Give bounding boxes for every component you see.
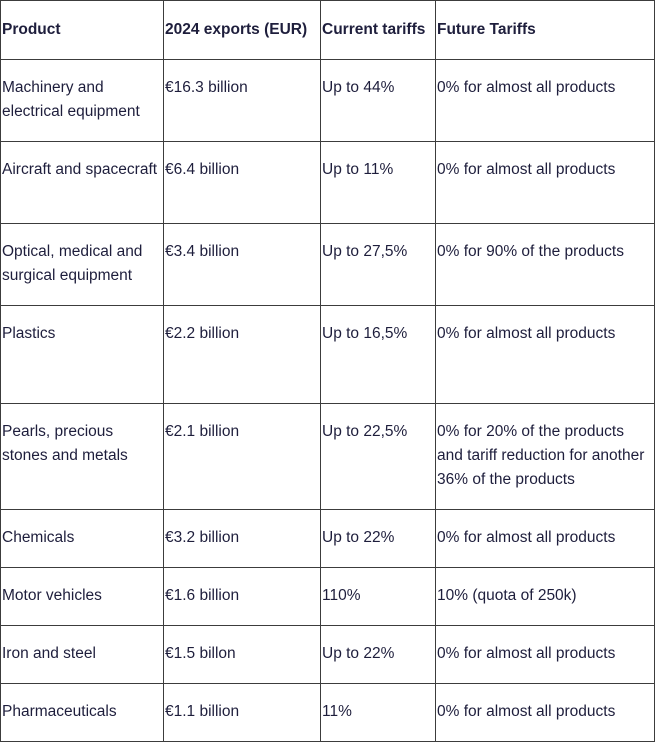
cell-exports: €16.3 billion bbox=[164, 60, 321, 142]
header-product: Product bbox=[1, 1, 164, 60]
table-row bbox=[1, 60, 655, 142]
cell-current-tariff: Up to 22,5% bbox=[321, 404, 436, 510]
cell-product: Iron and steel bbox=[1, 626, 164, 684]
cell-product: Motor vehicles bbox=[1, 568, 164, 626]
cell-future-tariff: 0% for 90% of the products bbox=[436, 224, 655, 306]
table-body bbox=[1, 60, 655, 742]
cell-exports: €6.4 billion bbox=[164, 142, 321, 224]
cell-product: Plastics bbox=[1, 306, 164, 404]
cell-exports: €3.2 billion bbox=[164, 510, 321, 568]
cell-current-tariff: Up to 22% bbox=[321, 510, 436, 568]
cell-future-tariff: 0% for almost all products bbox=[436, 60, 655, 142]
cell-exports: €2.2 billion bbox=[164, 306, 321, 404]
cell-future-tariff: 10% (quota of 250k) bbox=[436, 568, 655, 626]
header-future-tariffs: Future Tariffs bbox=[436, 1, 655, 60]
table-row bbox=[1, 404, 655, 510]
table-row bbox=[1, 626, 655, 684]
cell-exports: €1.6 billion bbox=[164, 568, 321, 626]
table-row bbox=[1, 224, 655, 306]
cell-current-tariff: Up to 11% bbox=[321, 142, 436, 224]
table-row bbox=[1, 142, 655, 224]
cell-future-tariff: 0% for 20% of the products and tariff reduction for another 36% of the products bbox=[436, 404, 655, 510]
table-row bbox=[1, 510, 655, 568]
header-row bbox=[1, 1, 655, 60]
cell-future-tariff: 0% for almost all products bbox=[436, 684, 655, 742]
cell-current-tariff: Up to 44% bbox=[321, 60, 436, 142]
cell-future-tariff: 0% for almost all products bbox=[436, 626, 655, 684]
table-header bbox=[1, 1, 655, 60]
cell-future-tariff: 0% for almost all products bbox=[436, 142, 655, 224]
cell-exports: €1.1 billion bbox=[164, 684, 321, 742]
cell-product: Pearls, precious stones and metals bbox=[1, 404, 164, 510]
cell-current-tariff: 11% bbox=[321, 684, 436, 742]
cell-future-tariff: 0% for almost all products bbox=[436, 510, 655, 568]
cell-exports: €2.1 billion bbox=[164, 404, 321, 510]
table-row bbox=[1, 684, 655, 742]
cell-product: Pharmaceuticals bbox=[1, 684, 164, 742]
table-row bbox=[1, 568, 655, 626]
cell-product: Machinery and electrical equipment bbox=[1, 60, 164, 142]
cell-product: Chemicals bbox=[1, 510, 164, 568]
header-current-tariffs: Current tariffs bbox=[321, 1, 436, 60]
header-exports: 2024 exports (EUR) bbox=[164, 1, 321, 60]
cell-exports: €3.4 billion bbox=[164, 224, 321, 306]
cell-current-tariff: Up to 16,5% bbox=[321, 306, 436, 404]
cell-current-tariff: 110% bbox=[321, 568, 436, 626]
cell-product: Aircraft and spacecraft bbox=[1, 142, 164, 224]
cell-current-tariff: Up to 27,5% bbox=[321, 224, 436, 306]
cell-current-tariff: Up to 22% bbox=[321, 626, 436, 684]
cell-product: Optical, medical and surgical equipment bbox=[1, 224, 164, 306]
table-row bbox=[1, 306, 655, 404]
cell-future-tariff: 0% for almost all products bbox=[436, 306, 655, 404]
cell-exports: €1.5 billon bbox=[164, 626, 321, 684]
